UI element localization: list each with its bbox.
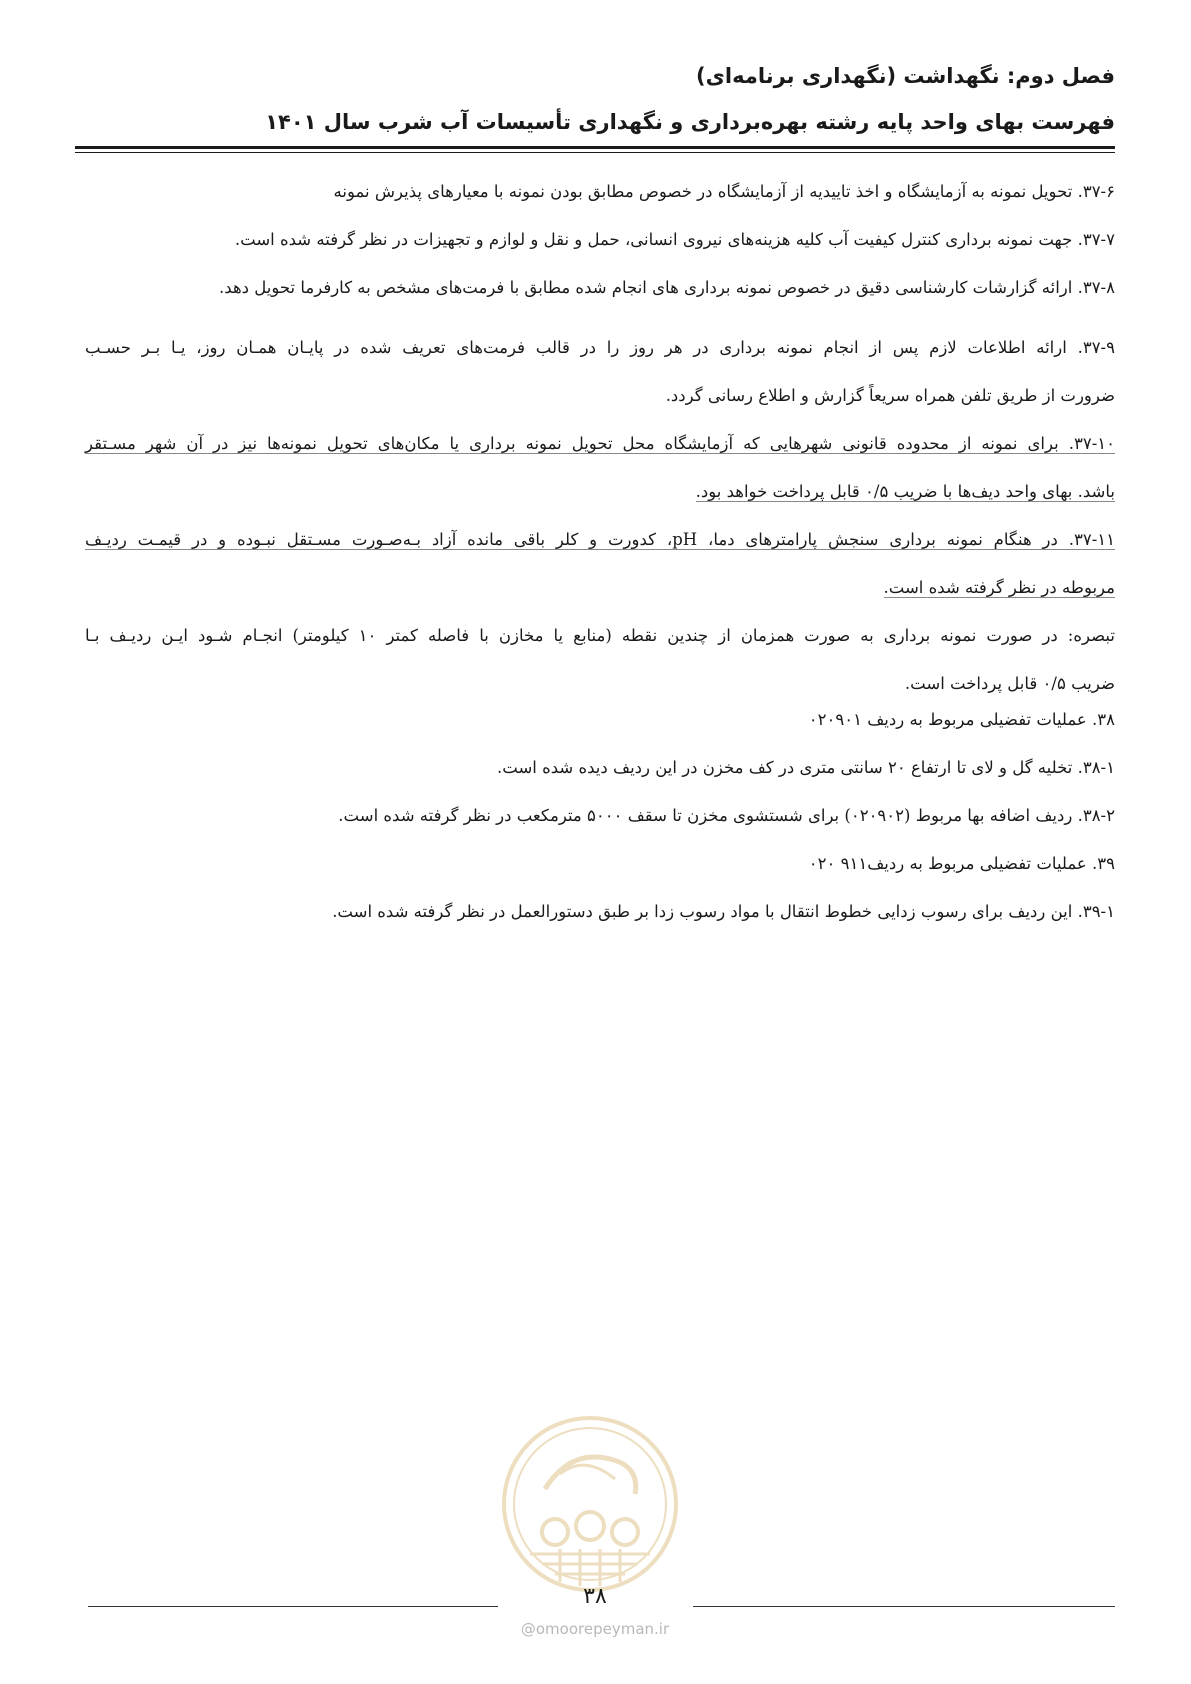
footer-rule	[88, 1606, 498, 1607]
paragraph-37-11	[85, 516, 1115, 612]
paragraph-line: ضریب ۰/۵ قابل پرداخت است.	[904, 674, 1115, 693]
paragraph-39-1: ۳۹-۱. این ردیف برای رسوب زدایی خطوط انتقال با مواد رسوب زدا بر طبق دستورالعمل در نظر گرفته شده است.	[332, 902, 1115, 921]
paragraph-line: تبصره: در صورت نمونه برداری به صورت همزمان از چندین نقطه (منابع یا مخازن با فاصله کمتر ۱۰ کیلومتر) انجـام شـود ایـن ردیـف بـا	[85, 626, 1115, 645]
paragraph-note	[85, 612, 1115, 708]
paragraph-37-9	[85, 324, 1115, 420]
header-rule-thick	[75, 146, 1115, 149]
chapter-title: فصل دوم: نگهداشت (نگهداری برنامه‌ای)	[696, 64, 1115, 88]
header-rule-thin	[75, 152, 1115, 153]
paragraph-line: باشد. بهای واحد دیف‌ها با ضریب ۰/۵ قابل پرداخت خواهد بود.	[695, 482, 1115, 501]
paragraph-37-6: ۳۷-۶. تحویل نمونه به آزمایشگاه و اخذ تاییدیه از آزمایشگاه در خصوص مطابق بودن نمونه با معیارهای پذیرش نمونه	[333, 182, 1115, 201]
page-number: ۳۸	[583, 1584, 607, 1609]
paragraph-37-10	[85, 420, 1115, 516]
paragraph-39: ۳۹. عملیات تفضیلی مربوط به ردیف۹۱۱ ۰۲۰	[808, 854, 1115, 873]
footer-rule	[693, 1606, 1115, 1607]
page-header	[75, 58, 1115, 140]
emblem-seal-icon	[500, 1414, 680, 1594]
paragraph-line: ضرورت از طریق تلفن همراه سریعاً گزارش و اطلاع رسانی گردد.	[665, 386, 1115, 405]
document-title: فهرست بهای واحد پایه رشته بهره‌برداری و نگهداری تأسیسات آب شرب سال ۱۴۰۱	[265, 110, 1115, 134]
paragraph-38-1: ۳۸-۱. تخلیه گل و لای تا ارتفاع ۲۰ سانتی متری در کف مخزن در این ردیف دیده شده است.	[497, 758, 1115, 777]
paragraph-line: مربوطه در نظر گرفته شده است.	[883, 578, 1115, 597]
paragraph-line: ۳۷-۱۰. برای نمونه از محدوده قانونی شهرهایی که آزمایشگاه محل تحویل نمونه برداری یا مکان‌های تحویل نمونه‌ها نیز در آن شهر مسـتقر	[85, 434, 1115, 453]
site-watermark-text: @omoorepeyman.ir	[520, 1620, 670, 1638]
paragraph-38-2: ۳۸-۲. ردیف اضافه بها مربوط (۰۲۰۹۰۲) برای شستشوی مخزن تا سقف ۵۰۰۰ مترمکعب در نظر گرفته شده است.	[338, 806, 1115, 825]
paragraph-37-7: ۳۷-۷. جهت نمونه برداری کنترل کیفیت آب کلیه هزینه‌های نیروی انسانی، حمل و نقل و لوازم و تجهیزات در نظر گرفته شده است.	[234, 230, 1115, 249]
paragraph-38: ۳۸. عملیات تفضیلی مربوط به ردیف ۰۲۰۹۰۱	[808, 710, 1115, 729]
paragraph-line: ۳۷-۹. ارائه اطلاعات لازم پس از انجام نمونه برداری در هر روز را در قالب فرمت‌های تعریف شده در پایـان همـان روز، یـا بـر حسـب	[85, 338, 1115, 357]
body-content	[85, 180, 1115, 948]
paragraph-37-8: ۳۷-۸. ارائه گزارشات کارشناسی دقیق در خصوص نمونه برداری های انجام شده مطابق با فرمت‌های مشخص به کارفرما تحویل دهد.	[219, 278, 1115, 297]
paragraph-line: ۳۷-۱۱. در هنگام نمونه برداری سنجش پارامترهای دما، pH، کدورت و کلر باقی مانده آزاد بـه‌صـورت مسـتقل نبـوده و در قیمـت ردیـف	[85, 530, 1115, 549]
